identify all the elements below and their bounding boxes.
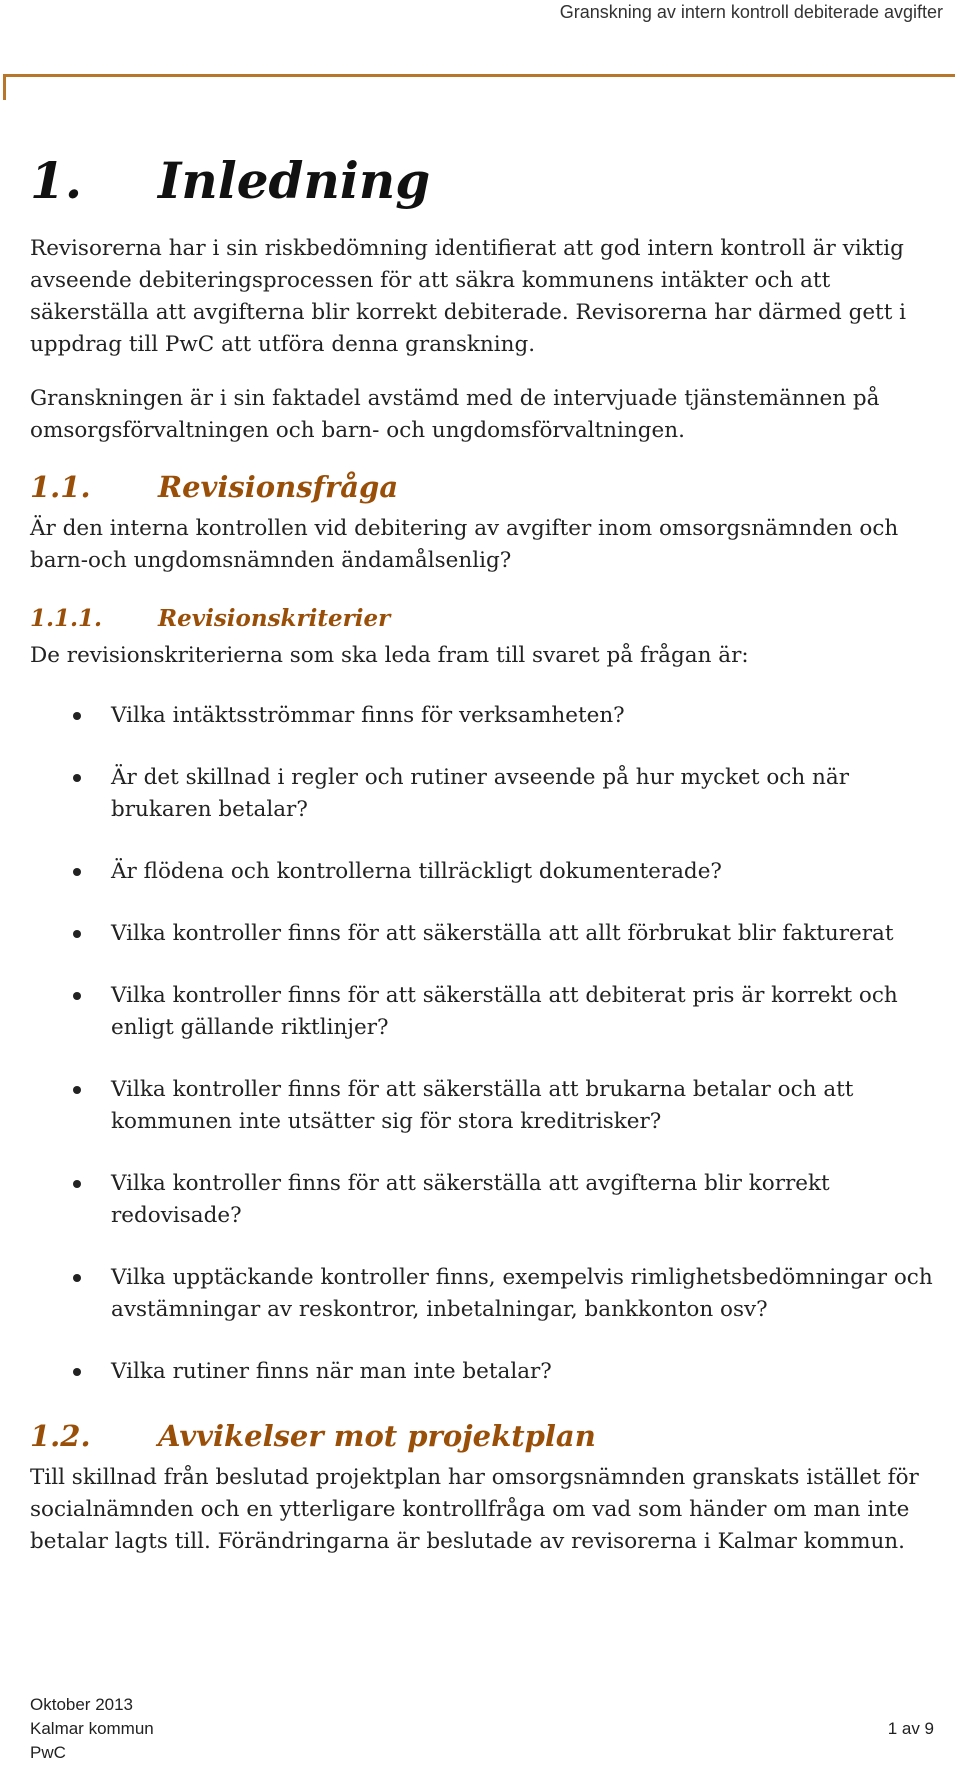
section-1-2-number: 1.2. bbox=[30, 1419, 91, 1453]
section-1-1-1-title: Revisionskriterier bbox=[158, 605, 391, 633]
section-1-number: 1. bbox=[30, 151, 83, 210]
section-1-2-title: Avvikelser mot projektplan bbox=[158, 1419, 596, 1453]
section-1-1-1-heading bbox=[30, 605, 950, 634]
section-1-1-title: Revisionsfråga bbox=[158, 470, 399, 504]
section-1-1-number: 1.1. bbox=[30, 470, 91, 504]
criteria-intro: De revisionskriterierna som ska leda fram till svaret på frågan är: bbox=[30, 643, 749, 668]
list-item: Vilka kontroller finns för att säkerställa att avgifterna blir korrekt redovisade? bbox=[30, 1168, 950, 1232]
footer bbox=[30, 1693, 154, 1765]
list-item: Vilka intäktsströmmar finns för verksamheten? bbox=[30, 700, 950, 732]
page-number: 1 av 9 bbox=[887, 1719, 934, 1738]
document-body bbox=[30, 148, 950, 1580]
list-item: Vilka kontroller finns för att säkerställa att brukarna betalar och att kommunen inte utsätter sig för stora kreditrisker? bbox=[30, 1074, 950, 1138]
criteria-list bbox=[30, 700, 950, 1388]
list-item: Vilka kontroller finns för att säkerställa att debiterat pris är korrekt och enligt gällande riktlinjer? bbox=[30, 980, 950, 1044]
list-item: Vilka upptäckande kontroller finns, exempelvis rimlighetsbedömningar och avstämningar av reskontror, inbetalningar, bankkonton osv? bbox=[30, 1262, 950, 1326]
list-item: Vilka rutiner finns när man inte betalar? bbox=[30, 1356, 950, 1388]
intro-paragraph-2: Granskningen är i sin faktadel avstämd med de intervjuade tjänstemännen på omsorgsförvaltningen och barn- och ungdomsförvaltningen. bbox=[30, 386, 880, 443]
list-item: Är flödena och kontrollerna tillräckligt dokumenterade? bbox=[30, 856, 950, 888]
deviations-text: Till skillnad från beslutad projektplan har omsorgsnämnden granskats istället för socialnämnden och en ytterligare kontrollfråga om vad som händer om man inte betalar lagts till. Förändringarna är beslutade av revisorerna i Kalmar kommun. bbox=[30, 1465, 919, 1555]
footer-company: PwC bbox=[30, 1743, 66, 1762]
section-1-title: Inledning bbox=[158, 151, 431, 210]
section-1-2-heading bbox=[30, 1418, 950, 1454]
audit-question-text: Är den interna kontrollen vid debitering av avgifter inom omsorgsnämnden och barn-och ungdomsnämnden ändamålsenlig? bbox=[30, 516, 899, 574]
header-rule-corner bbox=[3, 74, 6, 100]
intro-paragraph-1: Revisorerna har i sin riskbedömning identifierat att god intern kontroll är viktig avseende debiteringsprocessen för att säkra kommunens intäkter och att säkerställa att avgifterna blir korrekt debiterade. Revisorerna har därmed gett i uppdrag till PwC att utföra denna granskning. bbox=[30, 236, 907, 357]
footer-organization: Kalmar kommun bbox=[30, 1719, 154, 1738]
running-header-title: Granskning av intern kontroll debiterade avgifter bbox=[559, 2, 943, 22]
section-1-1-heading bbox=[30, 469, 950, 505]
footer-date: Oktober 2013 bbox=[30, 1695, 134, 1714]
section-1-1-1-number: 1.1.1. bbox=[30, 605, 103, 633]
header-rule bbox=[3, 74, 955, 77]
section-1-heading bbox=[30, 148, 950, 213]
list-item: Vilka kontroller finns för att säkerställa att allt förbrukat blir fakturerat bbox=[30, 918, 950, 950]
list-item: Är det skillnad i regler och rutiner avseende på hur mycket och när brukaren betalar? bbox=[30, 762, 950, 826]
